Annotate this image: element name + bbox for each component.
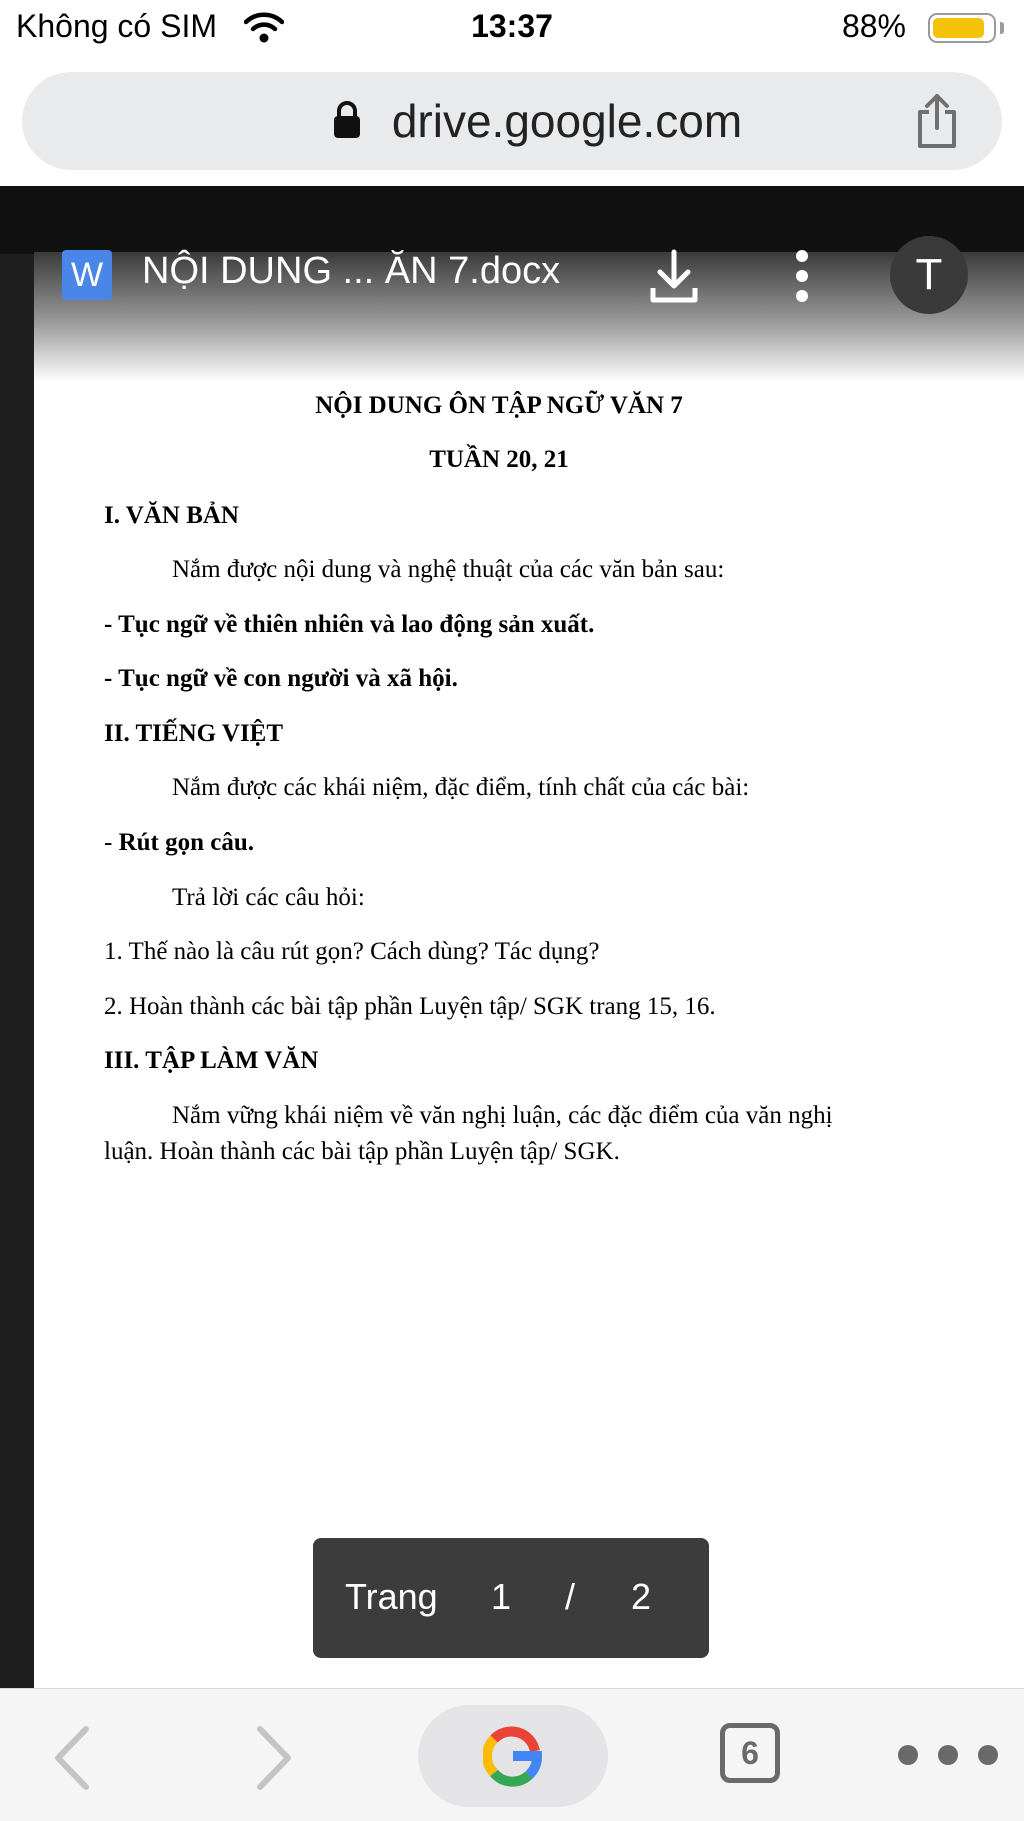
- battery-percent: 88%: [841, 8, 906, 44]
- google-icon: [483, 1725, 543, 1787]
- word-file-icon: W: [62, 250, 112, 300]
- file-toolbar: [0, 230, 1024, 320]
- forward-icon[interactable]: [254, 1725, 294, 1791]
- clock: 13:37: [471, 8, 553, 44]
- page-indicator: [313, 1538, 709, 1658]
- battery-nub: [1000, 22, 1004, 34]
- section-1-intro: Nắm được nội dung và nghệ thuật của các văn bản sau:: [172, 556, 725, 583]
- section-2-item-text: Rút gọn câu.: [118, 829, 255, 856]
- section-3-line-1: Nắm vững khái niệm về văn nghị luận, các đặc điểm của văn nghị: [172, 1102, 833, 1129]
- back-icon[interactable]: [52, 1725, 92, 1791]
- page-indicator-separator: /: [565, 1576, 576, 1617]
- account-avatar[interactable]: T: [890, 236, 968, 314]
- document-title: NỘI DUNG ÔN TẬP NGỮ VĂN 7: [315, 392, 683, 419]
- section-heading-1: I. VĂN BẢN: [104, 502, 239, 529]
- section-1-item-2: - Tục ngữ về con người và xã hội.: [104, 665, 458, 692]
- section-2-question-1: 1. Thế nào là câu rút gọn? Cách dùng? Tác dụng?: [104, 938, 600, 965]
- url-text[interactable]: drive.google.com: [391, 95, 743, 147]
- file-name: NỘI DUNG ... ĂN 7.docx: [142, 250, 561, 292]
- section-2-item: [104, 829, 254, 857]
- address-bar[interactable]: [22, 72, 1002, 170]
- page-indicator-label: Trang: [345, 1576, 438, 1617]
- section-1-item-1: - Tục ngữ về thiên nhiên và lao động sản xuất.: [104, 611, 595, 638]
- section-2-item-prefix: -: [104, 829, 119, 856]
- page-indicator-total: 2: [631, 1576, 652, 1617]
- battery-level: [933, 18, 984, 38]
- download-icon[interactable]: [648, 248, 700, 304]
- more-vert-icon[interactable]: [790, 246, 814, 306]
- section-heading-3: III. TẬP LÀM VĂN: [104, 1047, 319, 1074]
- section-2-question-2: 2. Hoàn thành các bài tập phần Luyện tập/ SGK trang 15, 16.: [104, 993, 716, 1020]
- browser-toolbar: [0, 1688, 1024, 1821]
- section-heading-2: II. TIẾNG VIỆT: [104, 720, 284, 747]
- page-indicator-current: 1: [491, 1576, 512, 1617]
- battery-icon: [928, 13, 996, 43]
- carrier-label: Không có SIM: [16, 8, 217, 44]
- document-subtitle: TUẦN 20, 21: [429, 446, 569, 473]
- status-bar: [0, 0, 1024, 60]
- section-3-line-2: luận. Hoàn thành các bài tập phần Luyện tập/ SGK.: [104, 1138, 620, 1165]
- section-2-intro: Nắm được các khái niệm, đặc điểm, tính chất của các bài:: [172, 774, 750, 801]
- more-horiz-icon[interactable]: [896, 1745, 1006, 1765]
- tab-switcher-button[interactable]: 6: [720, 1723, 780, 1783]
- share-icon[interactable]: [912, 92, 962, 150]
- google-search-button[interactable]: [418, 1705, 608, 1807]
- section-2-question-intro: Trả lời các câu hỏi:: [172, 884, 365, 911]
